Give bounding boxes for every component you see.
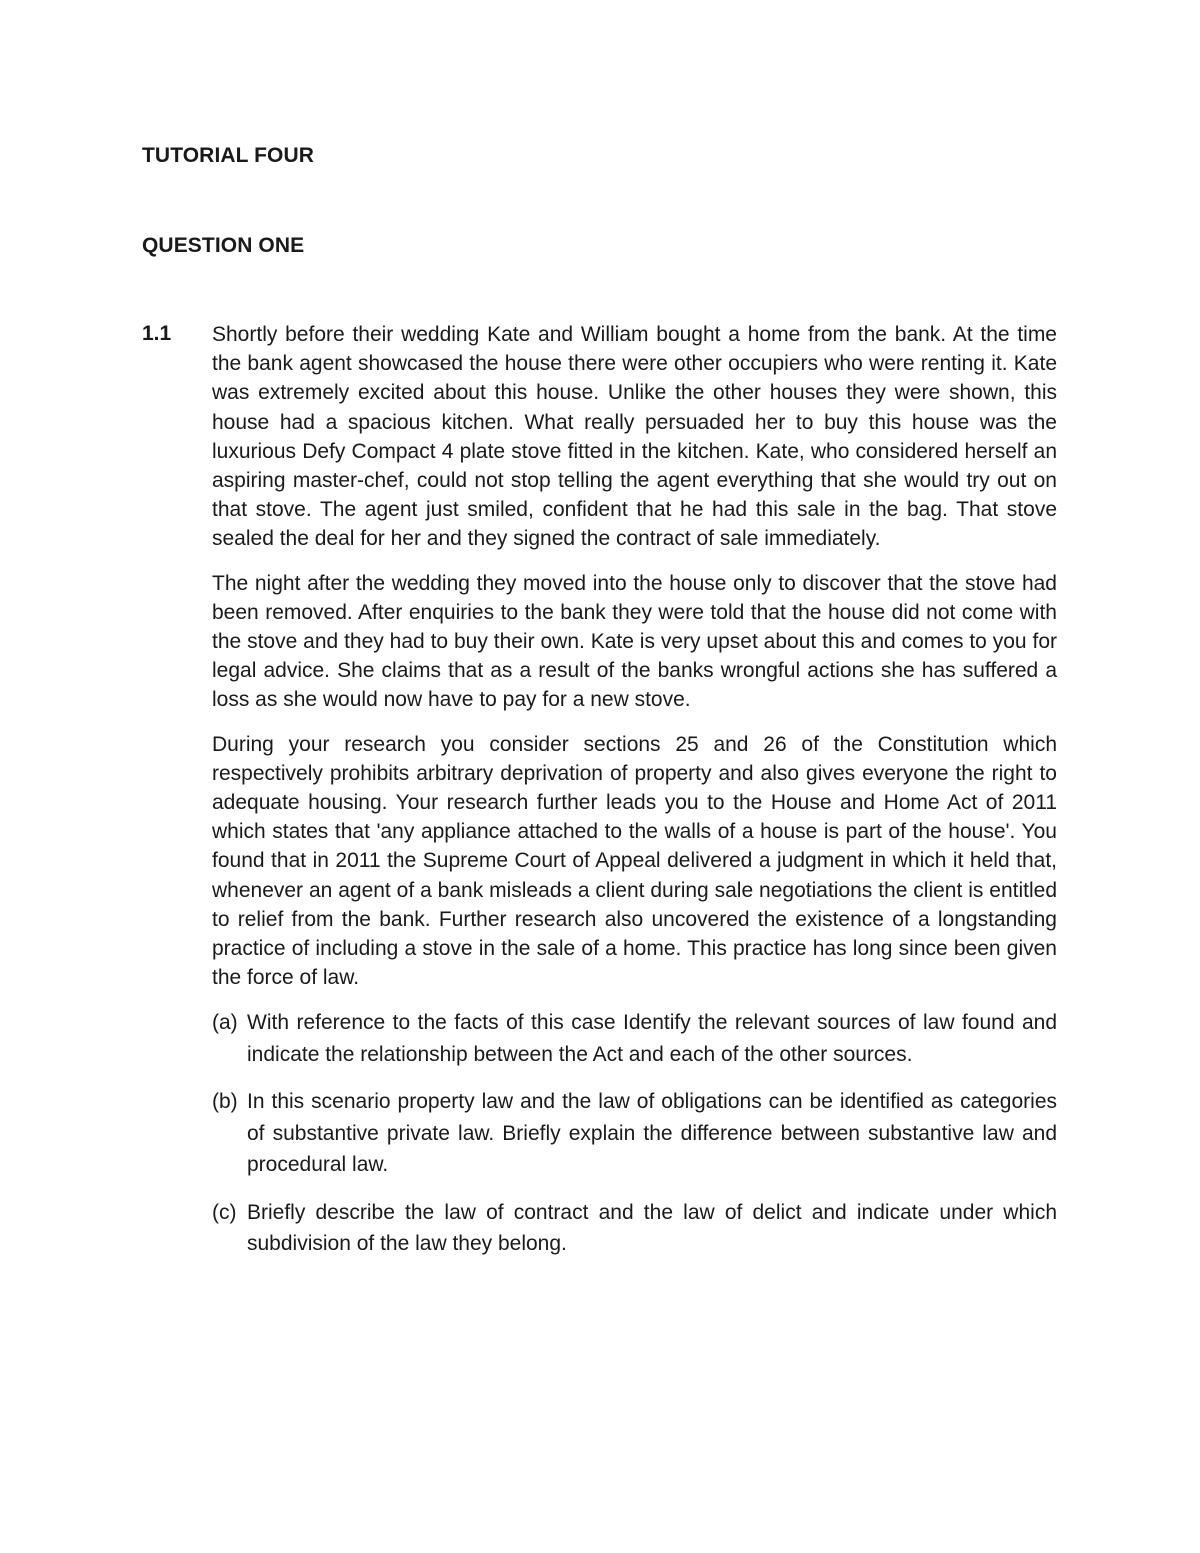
sub-question-a (212, 1007, 1057, 1070)
paragraph-facts: Shortly before their wedding Kate and William bought a home from the bank. At the time the bank agent showcased the house there were other occupiers who were renting it. Kate was extremely excited about this house. Unlike the other houses they were shown, this house had a spacious kitchen. What really persuaded her to buy this house was the luxurious Defy Compact 4 plate stove fitted in the kitchen. Kate, who considered herself an aspiring master-chef, could not stop telling the agent everything that she would try out on that stove. The agent just smiled, confident that he had this sale in the bag. That stove sealed the deal for her and they signed the contract of sale immediately. (212, 323, 1057, 551)
question-body (212, 320, 1057, 1276)
sub-question-b (212, 1086, 1057, 1181)
tutorial-title: TUTORIAL FOUR (142, 144, 315, 167)
sub-question-text: Briefly describe the law of contract and the law of delict and indicate under which subdivision of the law they belong. (247, 1200, 1057, 1256)
sub-question-marker: (a) (212, 1011, 238, 1035)
sub-question-marker: (c) (212, 1200, 237, 1224)
paragraph-research: During your research you consider sections 25 and 26 of the Constitution which respectively prohibits arbitrary deprivation of property and also gives everyone the right to adequate housing. Your research further leads you to the House and Home Act of 2011 which states that 'any appliance attached to the walls of a house is part of the house'. You found that in 2011 the Supreme Court of Appeal delivered a judgment in which it held that, whenever an agent of a bank misleads a client during sale negotiations the client is entitled to relief from the bank. Further research also uncovered the existence of a longstanding practice of including a stove in the sale of a home. This practice has long since been given the force of law. (212, 732, 1057, 990)
sub-question-marker: (b) (212, 1090, 238, 1114)
sub-question-c (212, 1197, 1057, 1260)
sub-question-text: In this scenario property law and the law of obligations can be identified as categories of substantive private law. Briefly explain the difference between substantive law and procedural law. (247, 1090, 1057, 1177)
sub-question-text: With reference to the facts of this case Identify the relevant sources of law found and indicate the relationship between the Act and each of the other sources. (247, 1011, 1057, 1066)
question-title: QUESTION ONE (142, 234, 305, 257)
sub-question-list (212, 1007, 1057, 1260)
paragraph-stove-removed: The night after the wedding they moved into the house only to discover that the stove had been removed. After enquiries to the bank they were told that the house did not come with the stove and they had to buy their own. Kate is very upset about this and comes to you for legal advice. She claims that as a result of the banks wrongful actions she has suffered a loss as she would now have to pay for a new stove. (212, 571, 1057, 712)
question-number: 1.1 (142, 322, 172, 345)
